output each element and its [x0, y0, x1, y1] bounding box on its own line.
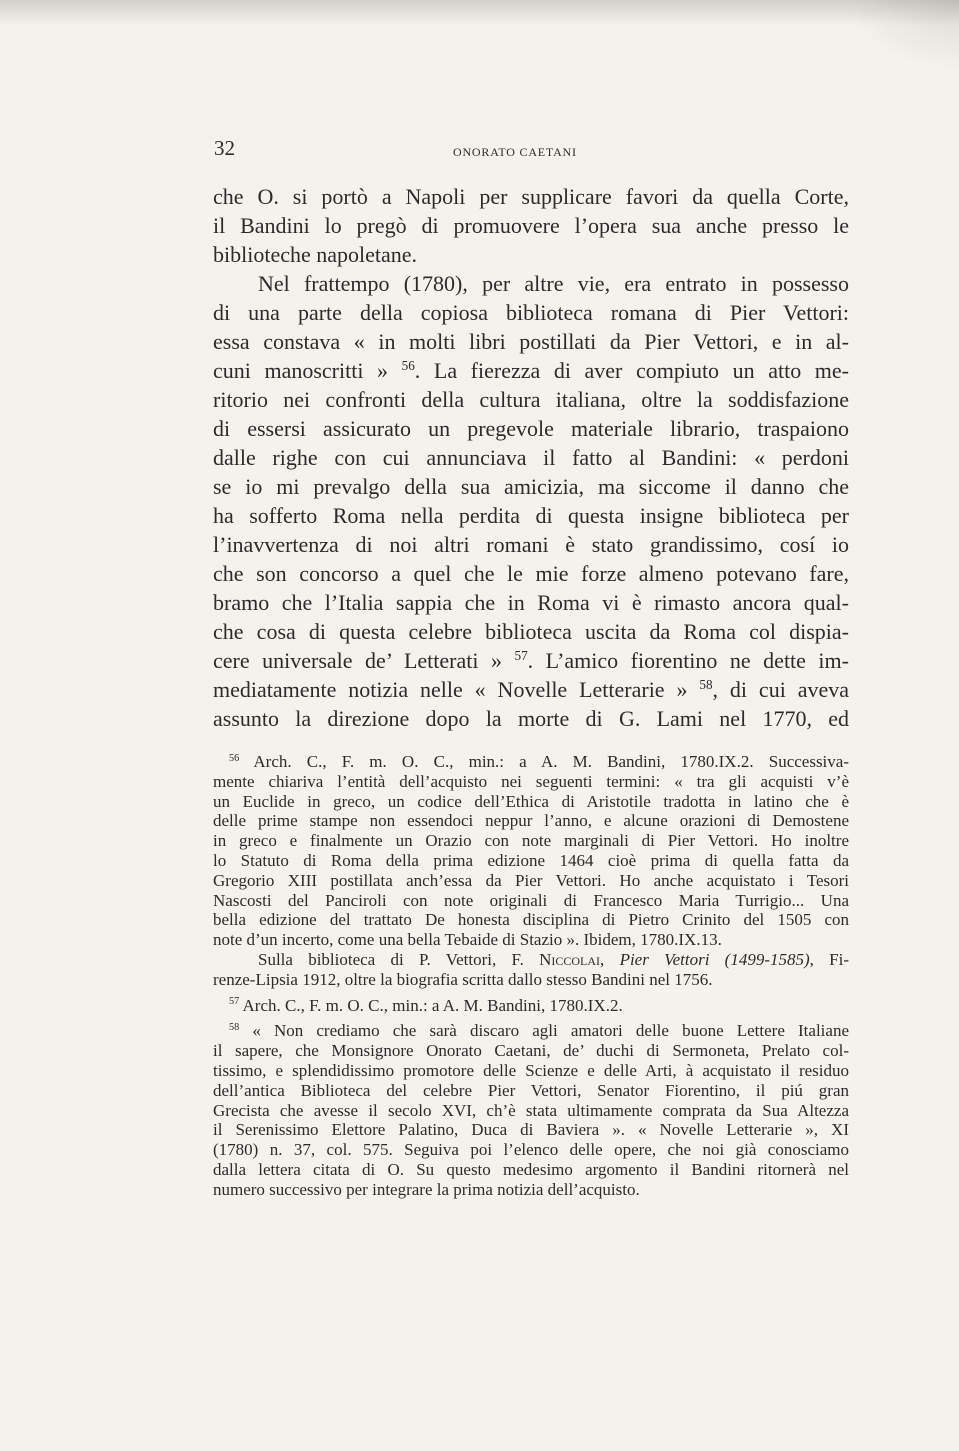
text-run: cuni manoscritti » — [213, 358, 402, 383]
footnotes — [213, 752, 849, 1200]
text-run: l’inavvertenza di noi altri romani è stato grandissimo, cosí io — [213, 532, 849, 557]
text-run: di essersi assicurato un pregevole materiale librario, traspaiono — [213, 416, 849, 441]
text-line — [213, 851, 849, 871]
text-line — [213, 752, 849, 772]
text-line — [213, 772, 849, 792]
footnote-paragraph — [213, 1021, 849, 1199]
text-line — [213, 501, 849, 530]
text-run: cere universale de’ Letterati » — [213, 648, 515, 673]
footnote-paragraph — [213, 996, 849, 1016]
text-run: lo Statuto di Roma della prima edizione 1464 cioè prima di quella fatta da — [213, 850, 849, 870]
text-line — [213, 617, 849, 646]
italic-title: Pier Vettori (1499-1585) — [619, 949, 810, 969]
text-run: il sapere, che Monsignore Onorato Caetani, de’ duchi di Sermoneta, Prelato col- — [213, 1041, 849, 1061]
note-reference: 57 — [514, 647, 528, 663]
text-run: , — [600, 949, 620, 969]
text-run: mente chiariva l’entità dell’acquisto nei seguenti termini: « tra gli acquisti v’è — [213, 771, 849, 791]
text-line — [213, 1160, 849, 1180]
text-run: . L’amico fiorentino ne dette im- — [527, 648, 849, 673]
text-run: bramo che l’Italia sappia che in Roma vi è rimasto ancora qual- — [213, 590, 849, 615]
text-run: « Non crediamo che sarà discaro agli amatori delle buone Lettere Italiane — [239, 1021, 849, 1041]
text-line — [213, 1140, 849, 1160]
text-line — [213, 891, 849, 911]
note-reference: 57 — [229, 996, 240, 1008]
text-run: che son concorso a quel che le mie forze almeno potevano fare, — [213, 561, 849, 586]
footnote-56 — [213, 752, 849, 990]
text-line — [213, 327, 849, 356]
text-run: delle prime stampe non essendoci neppur l’anno, e alcune orazioni di Demostene — [213, 811, 849, 831]
text-run: dalle righe con cui annunciava il fatto al Bandini: « perdoni — [213, 445, 849, 470]
text-line — [213, 182, 849, 211]
text-line — [213, 646, 849, 675]
text-run: , di cui aveva — [712, 677, 849, 702]
footnote-57 — [213, 996, 849, 1016]
text-line — [213, 472, 849, 501]
text-run: assunto la direzione dopo la morte di G. Lami nel 1770, ed — [213, 706, 849, 731]
text-run: Arch. C., F. m. O. C., min.: a A. M. Bandini, 1780.IX.2. Successiva- — [239, 752, 849, 771]
text-run: dalla lettera citata di O. Su questo medesimo argomento il Bandini ritornerà nel — [213, 1159, 849, 1179]
text-run: , Fi- — [809, 949, 849, 969]
text-line — [213, 1041, 849, 1061]
text-line — [213, 211, 849, 240]
note-reference: 58 — [699, 676, 713, 692]
text-line — [213, 704, 849, 733]
text-line — [213, 385, 849, 414]
text-line — [213, 831, 849, 851]
page-number: 32 — [214, 136, 235, 160]
text-line — [213, 269, 849, 298]
footnote-paragraph — [213, 752, 849, 950]
paragraph — [213, 269, 849, 733]
text-line — [213, 811, 849, 831]
text-line — [213, 675, 849, 704]
small-caps-author: Niccolai — [539, 949, 601, 969]
footnote-58 — [213, 1021, 849, 1199]
text-line — [213, 1021, 849, 1041]
text-line — [213, 298, 849, 327]
text-line — [213, 530, 849, 559]
text-line — [213, 1120, 849, 1140]
text-run: il Bandini lo pregò di promuovere l’opera sua anche presso le — [213, 213, 849, 238]
text-line — [213, 996, 849, 1016]
text-run: tissimo, e splendidissimo promotore delle Scienze e delle Arti, à acquistato il residuo — [213, 1060, 849, 1080]
paragraph-continued — [213, 182, 849, 269]
text-run: note d’un incerto, come una bella Tebaide di Stazio ». Ibidem, 1780.IX.13. — [213, 930, 722, 950]
text-run: se io mi prevalgo della sua amicizia, ma siccome il danno che — [213, 474, 849, 499]
text-run: mediatamente notizia nelle « Novelle Letterarie » — [213, 677, 700, 702]
text-run: un Euclide in greco, un codice dell’Ethica di Aristotile tradotta in latino che è — [213, 791, 849, 811]
text-line — [213, 1061, 849, 1081]
text-run: Grecista che avesse il secolo XVI, ch’è stata ultimamente comprata da Sua Altezza — [213, 1100, 849, 1120]
note-reference: 58 — [229, 1022, 240, 1034]
text-run: essa constava « in molti libri postillati da Pier Vettori, e in al- — [213, 329, 849, 354]
text-run: Gregorio XIII postillata anch’essa da Pier Vettori. Ho anche acquistato i Tesori — [213, 870, 849, 890]
text-run: di una parte della copiosa biblioteca romana di Pier Vettori: — [213, 300, 849, 325]
text-run: Nel frattempo (1780), per altre vie, era entrato in possesso — [258, 271, 849, 296]
text-run: ritorio nei confronti della cultura italiana, oltre la soddisfazione — [213, 387, 849, 412]
text-line — [213, 414, 849, 443]
text-run: Sulla biblioteca di P. Vettori, F. — [258, 949, 540, 969]
text-run: il Serenissimo Elettore Palatino, Duca di Baviera ». « Novelle Letterarie », XI — [213, 1120, 849, 1140]
text-line — [213, 1101, 849, 1121]
text-line — [213, 910, 849, 930]
note-reference: 56 — [401, 357, 415, 373]
running-title: ONORATO CAETANI — [453, 145, 577, 159]
text-line — [213, 588, 849, 617]
text-run: che cosa di questa celebre biblioteca uscita da Roma col dispia- — [213, 619, 849, 644]
text-run: Arch. C., F. m. O. C., min.: a A. M. Bandini, 1780.IX.2. — [239, 995, 623, 1015]
text-run: in greco e finalmente un Orazio con note marginali di Pier Vettori. Ho inoltre — [213, 831, 849, 851]
text-line — [213, 950, 849, 970]
text-run: Nascosti del Panciroli con note originali di Francesco Maria Turrigio... Una — [213, 890, 849, 910]
text-run: dell’antica Biblioteca del celebre Pier Vettori, Senator Fiorentino, il piú gran — [213, 1080, 849, 1100]
note-reference: 56 — [229, 752, 240, 764]
footnote-paragraph — [213, 950, 849, 990]
text-line — [213, 871, 849, 891]
text-run: renze-Lipsia 1912, oltre la biografia scritta dallo stesso Bandini nel 1756. — [213, 969, 713, 989]
text-run: . La fierezza di aver compiuto un atto me- — [414, 358, 849, 383]
text-line — [213, 1081, 849, 1101]
text-run: che O. si portò a Napoli per supplicare favori da quella Corte, — [213, 184, 849, 209]
text-run: biblioteche napoletane. — [213, 242, 418, 267]
text-line — [213, 1180, 849, 1200]
text-line — [213, 356, 849, 385]
main-text — [213, 182, 849, 733]
text-run: ha sofferto Roma nella perdita di questa insigne biblioteca per — [213, 503, 849, 528]
text-run: (1780) n. 37, col. 575. Seguiva poi l’elenco delle opere, che noi già conosciamo — [213, 1140, 849, 1160]
text-line — [213, 970, 849, 990]
text-run: bella edizione del trattato De honesta disciplina di Pietro Crinito del 1505 con — [213, 910, 849, 930]
text-line — [213, 240, 849, 269]
text-line — [213, 443, 849, 472]
text-line — [213, 559, 849, 588]
text-run: numero successivo per integrare la prima notizia dell’acquisto. — [213, 1179, 640, 1199]
text-line — [213, 930, 849, 950]
text-line — [213, 792, 849, 812]
